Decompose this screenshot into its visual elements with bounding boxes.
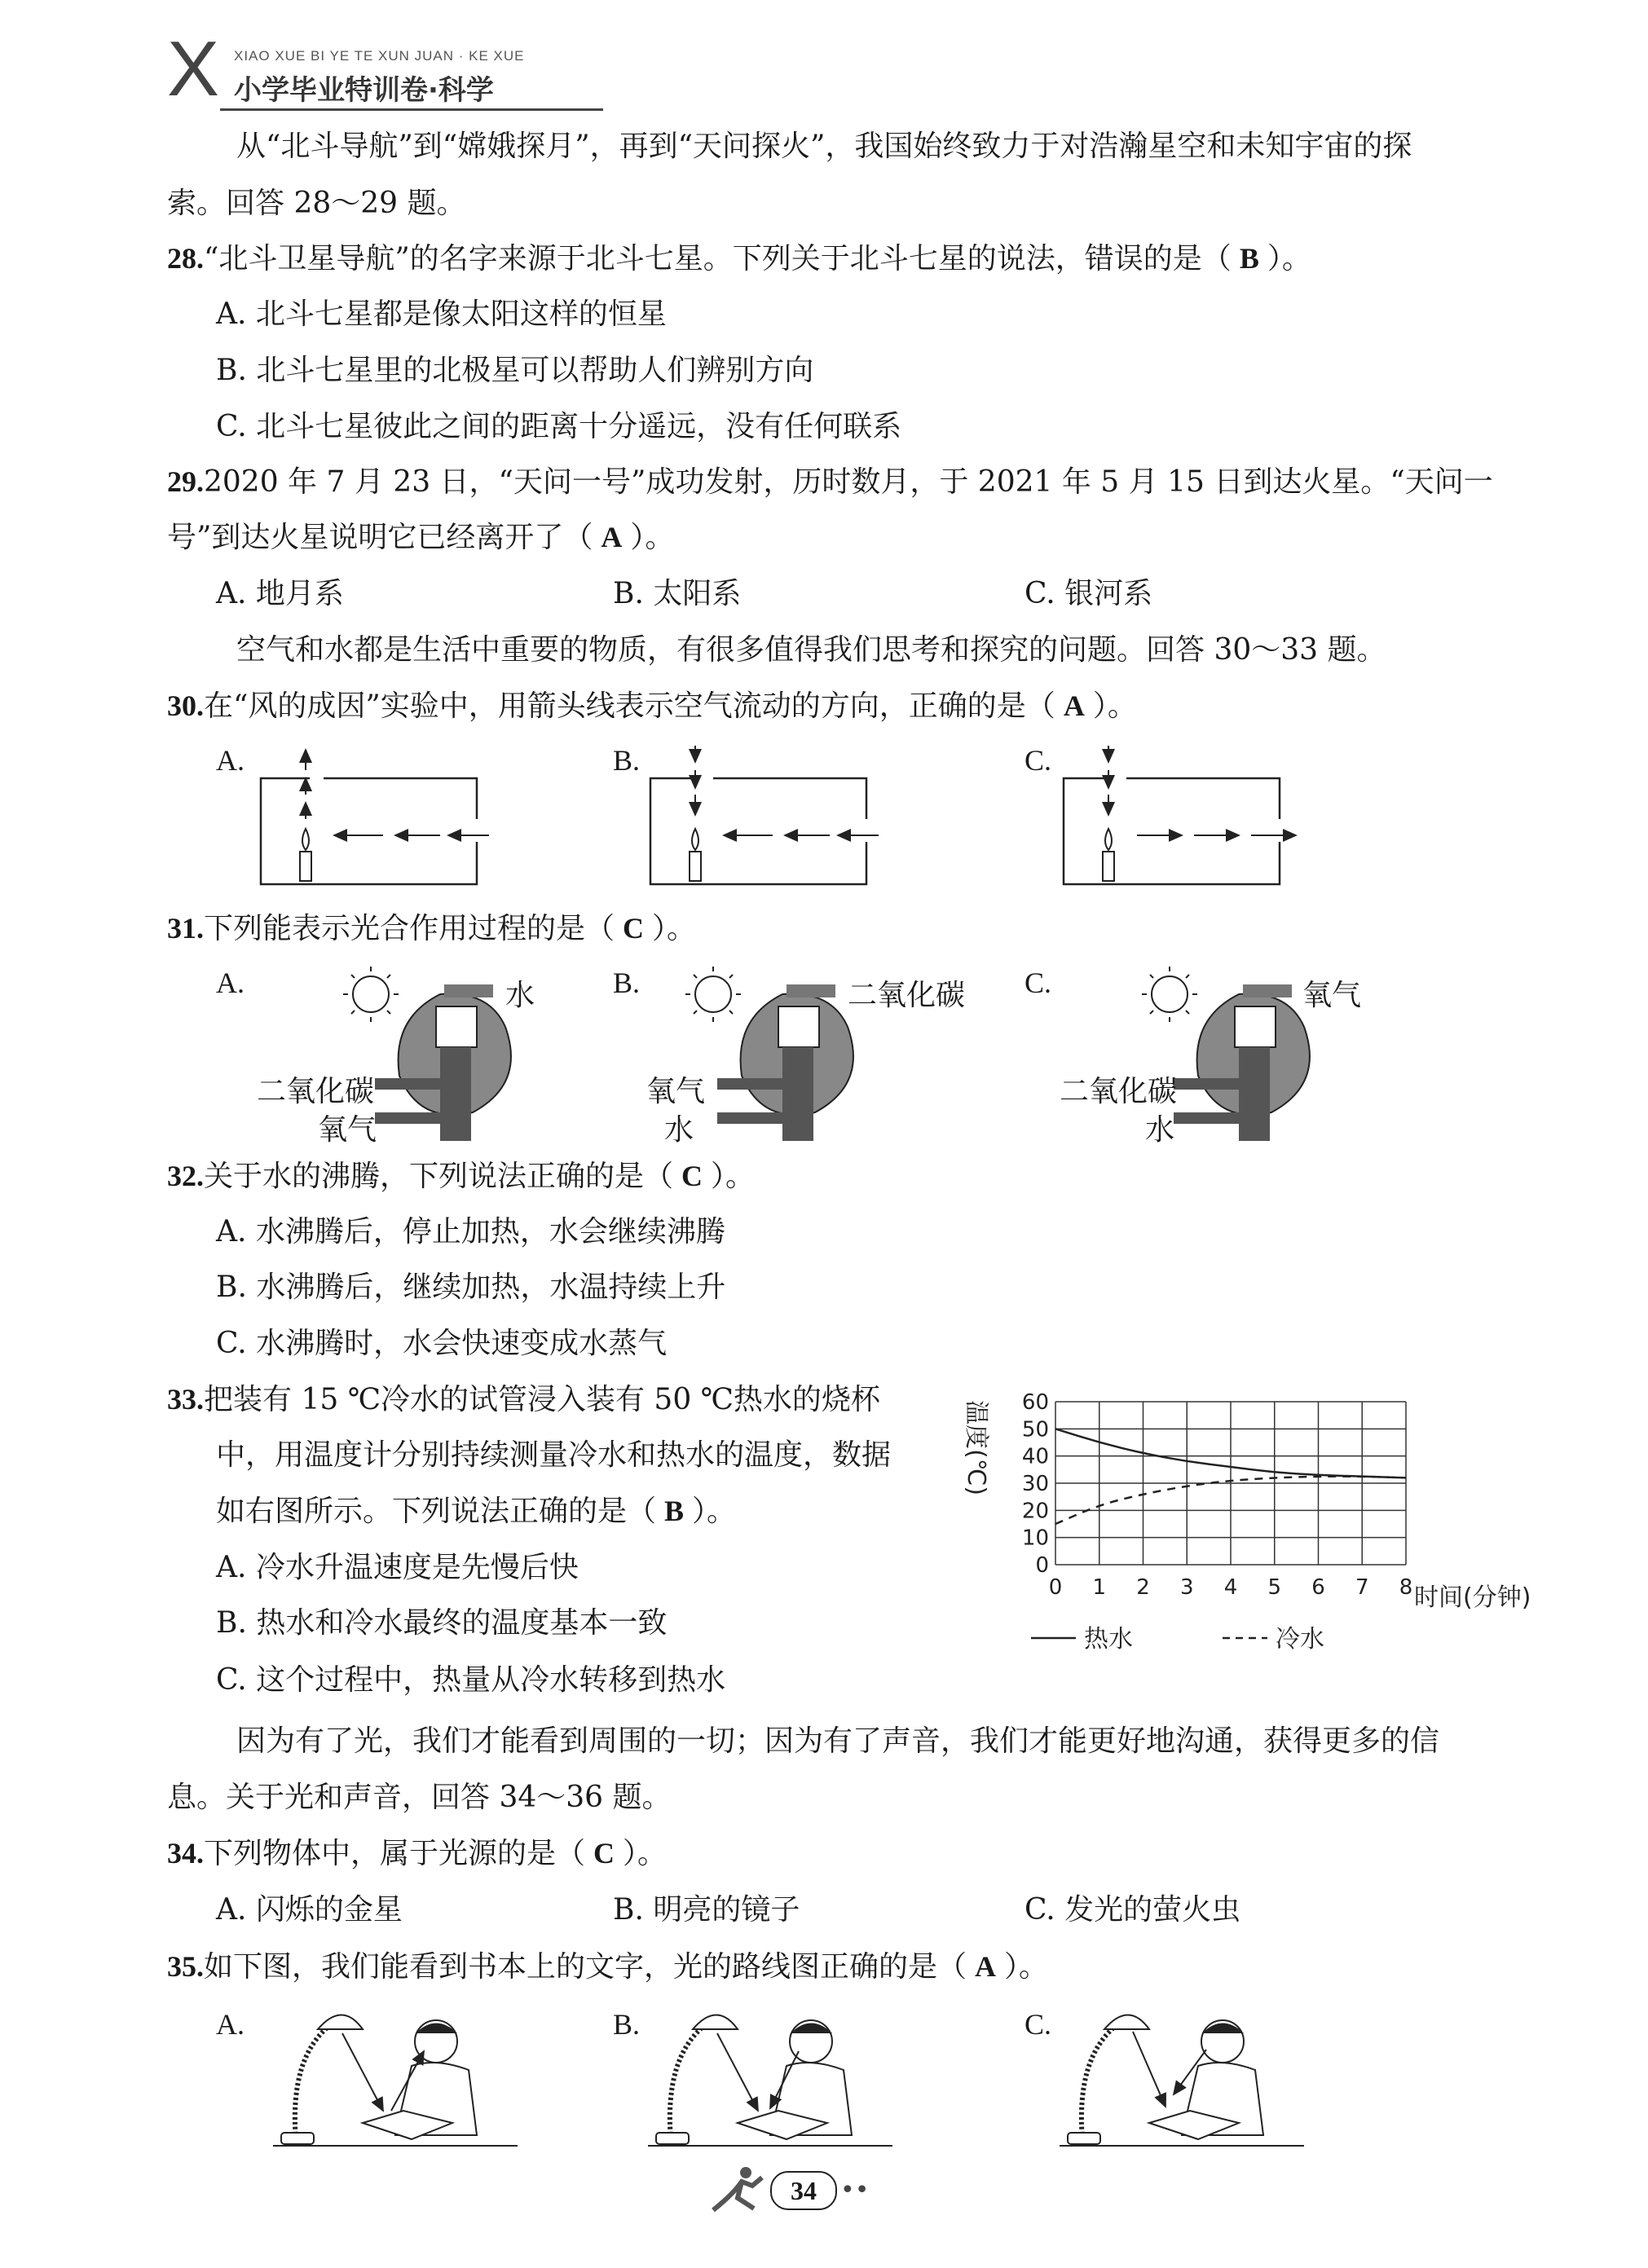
y-tick-label: 60 — [1021, 1390, 1049, 1415]
question-number: 31. — [167, 912, 204, 945]
wind-diagram-b — [634, 738, 895, 888]
option-c-label: C. — [1024, 2008, 1052, 2041]
header-title: 小学毕业特训卷·科学 — [234, 74, 494, 107]
question-text: 2020 年 7 月 23 日，“天问一号”成功发射，历时数月，于 2021 年 5 月 15 日到达火星。“天问一 — [204, 465, 1493, 499]
label-top: 水 — [505, 979, 535, 1012]
question-close: ）。 — [623, 1837, 668, 1870]
option-a: A. 冷水升温速度是先慢后快 — [216, 1551, 579, 1584]
label-top: 氧气 — [1302, 979, 1362, 1012]
light-path-diagram-a — [273, 2001, 518, 2147]
legend-hot: 热水 — [1084, 1625, 1133, 1654]
option-c: C. 发光的萤火虫 — [1024, 1893, 1241, 1927]
question-text: “北斗卫星导航”的名字来源于北斗七星。下列关于北斗七星的说法，错误的是（ — [204, 242, 1232, 275]
option-b: B. 明亮的镜子 — [613, 1893, 800, 1927]
runner-icon — [705, 2161, 770, 2218]
question-34 — [167, 1836, 667, 1871]
question-number: 32. — [167, 1160, 204, 1192]
question-close: ）。 — [630, 521, 675, 554]
chart-grid — [1055, 1402, 1406, 1565]
question-text: 如下图，我们能看到书本上的文字，光的路线图正确的是（ — [204, 1950, 967, 1984]
question-32 — [167, 1159, 755, 1194]
wind-diagram-a — [245, 738, 505, 888]
question-number: 28. — [167, 242, 204, 275]
light-path-diagram-c — [1060, 2001, 1304, 2147]
question-close: ）。 — [711, 1160, 756, 1193]
question-29 — [167, 465, 1493, 500]
y-tick-label: 0 — [1035, 1553, 1049, 1578]
footer — [705, 2161, 917, 2218]
answer: C — [593, 1837, 615, 1869]
question-number: 34. — [167, 1837, 204, 1869]
y-axis-label: 温度(℃) — [962, 1400, 990, 1496]
option-b: B. 太阳系 — [613, 577, 742, 610]
question-number: 29. — [167, 465, 204, 498]
intro-paragraph-3-cont: 息。关于光和声音，回答 34～36 题。 — [167, 1781, 672, 1814]
question-29-cont — [167, 520, 674, 555]
label-bottom: 水 — [1145, 1113, 1175, 1147]
question-30 — [167, 689, 1137, 724]
x-tick-label: 5 — [1267, 1575, 1282, 1600]
option-a: A. 地月系 — [216, 577, 344, 610]
answer: B — [1239, 242, 1259, 275]
question-33 — [167, 1382, 880, 1417]
question-31 — [167, 911, 696, 946]
option-c: C. 水沸腾时，水会快速变成水蒸气 — [216, 1327, 668, 1360]
y-tick-label: 20 — [1021, 1499, 1049, 1524]
option-c-label: C. — [1024, 967, 1052, 999]
question-33-cont: 中，用温度计分别持续测量冷水和热水的温度，数据 — [216, 1438, 892, 1472]
question-close: ）。 — [1092, 689, 1137, 723]
page-number-pill — [770, 2171, 837, 2210]
answer: C — [623, 912, 645, 945]
question-number: 35. — [167, 1950, 204, 1983]
x-tick-label: 4 — [1223, 1575, 1238, 1600]
question-text: 下列能表示光合作用过程的是（ — [204, 912, 615, 945]
question-text: 在“风的成因”实验中，用箭头线表示空气流动的方向，正确的是（ — [204, 689, 1055, 723]
option-b-label: B. — [613, 967, 641, 999]
legend-cold: 冷水 — [1276, 1625, 1324, 1654]
x-tick-label: 1 — [1092, 1575, 1107, 1600]
option-a: A. 闪烁的金星 — [216, 1893, 403, 1927]
answer: A — [601, 521, 623, 553]
temperature-chart — [954, 1377, 1565, 1662]
x-tick-label: 8 — [1399, 1575, 1413, 1600]
option-c: C. 这个过程中，热量从冷水转移到热水 — [216, 1663, 726, 1697]
option-a: A. 北斗七星都是像太阳这样的恒星 — [216, 297, 667, 331]
question-28 — [167, 241, 1311, 276]
label-top: 二氧化碳 — [848, 979, 966, 1012]
label-bottom: 氧气 — [318, 1113, 377, 1147]
wind-diagram-c — [1047, 738, 1308, 888]
y-tick-label: 30 — [1021, 1472, 1049, 1496]
label-mid: 二氧化碳 — [257, 1075, 375, 1108]
intro-paragraph-1-cont: 索。回答 28～29 题。 — [167, 187, 466, 220]
x-tick-label: 3 — [1179, 1575, 1194, 1600]
header-pinyin: XIAO XUE BI YE TE XUN JUAN · KE XUE — [234, 48, 525, 64]
header — [167, 25, 599, 114]
x-tick-label: 2 — [1136, 1575, 1150, 1600]
y-tick-label: 50 — [1021, 1417, 1049, 1442]
page-number: 34 — [791, 2176, 817, 2205]
question-close: ）。 — [1004, 1950, 1049, 1984]
question-33-cont2 — [216, 1494, 736, 1529]
label-mid: 氧气 — [646, 1075, 706, 1108]
question-close: ）。 — [692, 1495, 737, 1528]
option-b-label: B. — [613, 744, 641, 777]
question-close: ）。 — [652, 912, 697, 945]
option-b-label: B. — [613, 2008, 641, 2041]
answer: A — [1063, 689, 1085, 722]
option-c-label: C. — [1024, 744, 1052, 777]
y-tick-labels — [1022, 1390, 1049, 1578]
light-path-diagram-b — [648, 2001, 892, 2147]
question-text: 把装有 15 ℃冷水的试管浸入装有 50 ℃热水的烧杯 — [204, 1383, 880, 1416]
question-text: 如右图所示。下列说法正确的是（ — [216, 1495, 657, 1528]
option-a: A. 水沸腾后，停止加热，水会继续沸腾 — [216, 1215, 725, 1249]
question-35 — [167, 1949, 1048, 1984]
question-number: 33. — [167, 1383, 204, 1416]
header-logo-letter: X — [167, 25, 220, 112]
answer: C — [681, 1160, 703, 1192]
question-text: 号”到达火星说明它已经离开了（ — [167, 521, 593, 554]
intro-paragraph-2: 空气和水都是生活中重要的物质，有很多值得我们思考和探究的问题。回答 30～33 题。 — [236, 633, 1386, 667]
option-a-label: A. — [216, 2008, 245, 2041]
label-bottom: 水 — [664, 1113, 694, 1147]
x-tick-label: 6 — [1311, 1575, 1325, 1600]
x-axis-label: 时间(分钟) — [1414, 1583, 1531, 1612]
option-c: C. 银河系 — [1024, 577, 1153, 610]
answer: A — [975, 1950, 997, 1983]
label-mid: 二氧化碳 — [1060, 1075, 1178, 1108]
question-number: 30. — [167, 689, 204, 722]
x-tick-labels — [1049, 1575, 1413, 1600]
question-text: 下列物体中，属于光源的是（ — [204, 1837, 586, 1870]
header-rule — [220, 108, 603, 111]
x-tick-label: 7 — [1355, 1575, 1369, 1600]
answer: B — [664, 1495, 685, 1527]
x-tick-label: 0 — [1048, 1575, 1063, 1600]
question-close: ）。 — [1267, 242, 1311, 275]
intro-paragraph-3: 因为有了光，我们才能看到周围的一切；因为有了声音，我们才能更好地沟通，获得更多的信 — [236, 1724, 1440, 1758]
y-tick-label: 10 — [1021, 1526, 1049, 1551]
option-a-label: A. — [216, 967, 245, 999]
question-text: 关于水的沸腾，下列说法正确的是（ — [204, 1160, 674, 1193]
option-a-label: A. — [216, 744, 245, 777]
option-b: B. 热水和冷水最终的温度基本一致 — [216, 1606, 668, 1640]
option-b: B. 水沸腾后，继续加热，水温持续上升 — [216, 1271, 726, 1304]
option-b: B. 北斗七星里的北极星可以帮助人们辨别方向 — [216, 354, 814, 387]
option-c: C. 北斗七星彼此之间的距离十分遥远，没有任何联系 — [216, 410, 902, 443]
page-dots-icon: •• — [840, 2176, 870, 2204]
intro-paragraph-1: 从“北斗导航”到“嫦娥探月”，再到“天问探火”，我国始终致力于对浩瀚星空和未知宇宙的探 — [236, 130, 1412, 163]
y-tick-label: 40 — [1021, 1444, 1049, 1469]
